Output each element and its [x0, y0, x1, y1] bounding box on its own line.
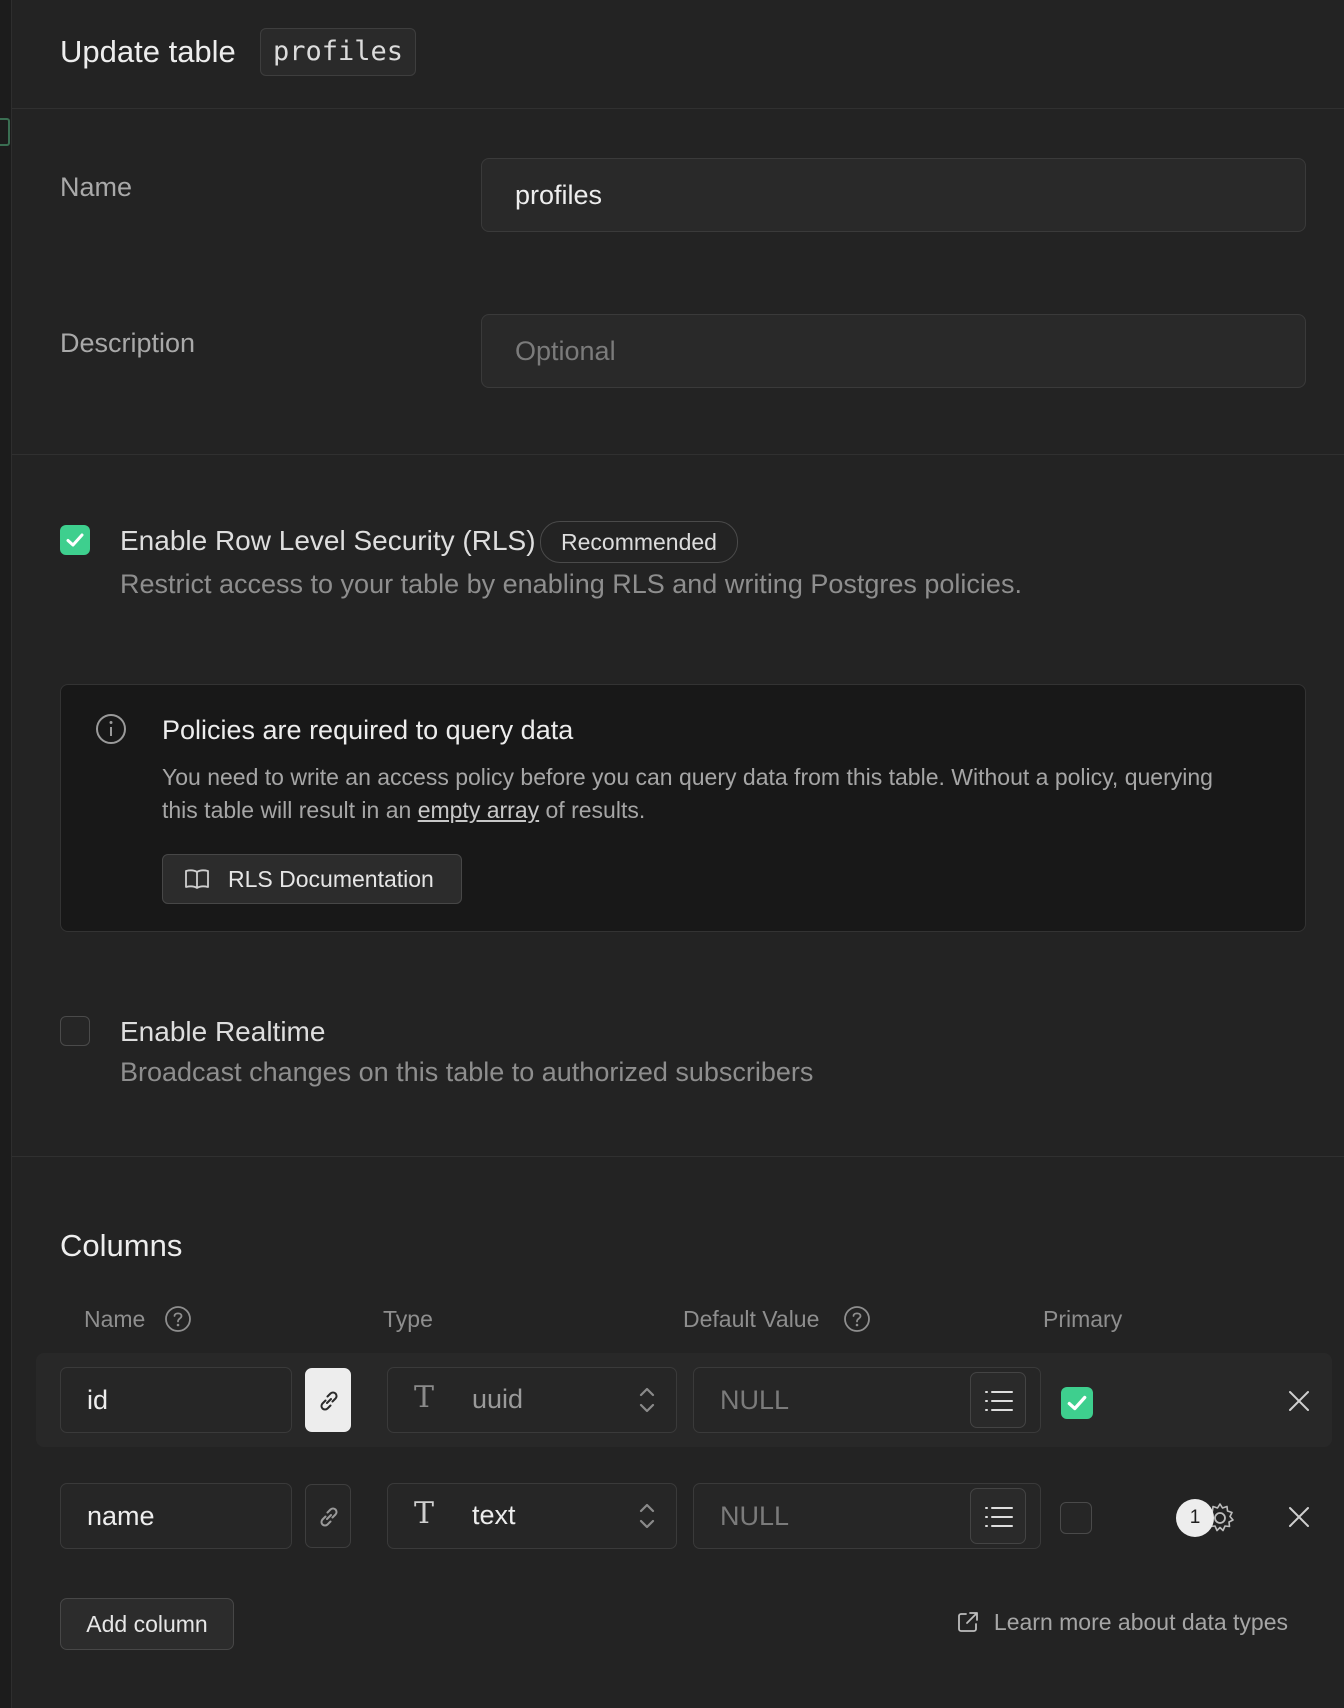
primary-key-checkbox[interactable] [1061, 1387, 1093, 1419]
description-input[interactable]: Optional [481, 314, 1306, 388]
rail-icon [0, 118, 10, 146]
column-name-input[interactable]: id [60, 1367, 292, 1433]
suggestions-button[interactable] [970, 1488, 1026, 1544]
description-row [12, 314, 1344, 394]
realtime-title: Enable Realtime [120, 1016, 326, 1047]
column-type-select[interactable] [387, 1483, 677, 1549]
external-link-icon [956, 1610, 980, 1634]
name-label: Name [60, 172, 133, 202]
primary-key-checkbox[interactable] [1060, 1502, 1092, 1534]
link-icon [315, 1503, 343, 1531]
add-column-button[interactable]: Add column [60, 1598, 234, 1650]
default-value-input[interactable]: NULL [693, 1367, 1041, 1433]
rls-documentation-button[interactable] [162, 854, 462, 904]
realtime-checkbox[interactable] [60, 1016, 90, 1046]
rls-documentation-label: RLS Documentation [228, 866, 434, 892]
text-type-icon: T [414, 1380, 435, 1415]
table-name-input[interactable]: profiles [481, 158, 1306, 232]
column-header-default: Default Value [683, 1306, 820, 1332]
help-icon[interactable] [843, 1305, 871, 1338]
remove-column-icon[interactable] [1287, 1389, 1311, 1418]
divider [12, 1156, 1344, 1157]
column-header-type: Type [383, 1306, 433, 1332]
chevron-up-down-icon [638, 1500, 656, 1532]
column-header-primary: Primary [1043, 1306, 1123, 1332]
panel-title: Update table [60, 34, 236, 69]
policies-callout [60, 684, 1306, 932]
check-icon [65, 531, 85, 549]
help-icon[interactable] [164, 1305, 192, 1338]
learn-more-label: Learn more about data types [993, 1609, 1288, 1635]
empty-array-link[interactable]: empty array [417, 797, 540, 823]
list-icon [984, 1387, 1014, 1415]
text-type-icon: T [414, 1496, 435, 1531]
divider [12, 454, 1344, 455]
learn-more-link[interactable] [994, 1609, 1288, 1636]
rls-title: Enable Row Level Security (RLS) [120, 525, 536, 556]
column-name-input[interactable]: name [60, 1483, 292, 1549]
description-label: Description [60, 328, 196, 358]
check-icon [1066, 1393, 1088, 1413]
callout-title: Policies are required to query data [162, 715, 574, 745]
column-header-name: Name [84, 1306, 146, 1332]
name-row [12, 158, 1344, 238]
callout-body [162, 761, 1245, 827]
column-type-label: text [472, 1500, 516, 1530]
column-type-select[interactable] [387, 1367, 677, 1433]
remove-column-icon[interactable] [1287, 1505, 1311, 1534]
suggestions-button[interactable] [970, 1372, 1026, 1428]
list-icon [984, 1503, 1014, 1531]
side-rail [0, 0, 12, 1708]
settings-count-badge: 1 [1176, 1499, 1214, 1537]
link-icon [315, 1387, 343, 1415]
realtime-description: Broadcast changes on this table to authorized subscribers [120, 1057, 814, 1087]
info-icon [95, 713, 127, 750]
chevron-up-down-icon [638, 1384, 656, 1416]
rls-checkbox[interactable] [60, 525, 90, 555]
default-value-input[interactable]: NULL [693, 1483, 1041, 1549]
table-name-chip: profiles [260, 28, 416, 76]
column-type-label: uuid [472, 1384, 524, 1414]
columns-title: Columns [60, 1228, 183, 1263]
update-table-panel [12, 0, 1344, 1708]
rls-description: Restrict access to your table by enabling RLS and writing Postgres policies. [120, 569, 1022, 599]
foreign-key-button[interactable] [305, 1368, 351, 1432]
callout-body-text: You need to write an access policy before you can query data from this table. Without a policy, querying this table will result in an [162, 764, 1213, 823]
panel-header [12, 0, 1344, 109]
book-icon [184, 868, 210, 890]
foreign-key-button[interactable] [305, 1484, 351, 1548]
callout-body-text-end: of results. [539, 797, 646, 823]
recommended-badge: Recommended [540, 521, 738, 563]
